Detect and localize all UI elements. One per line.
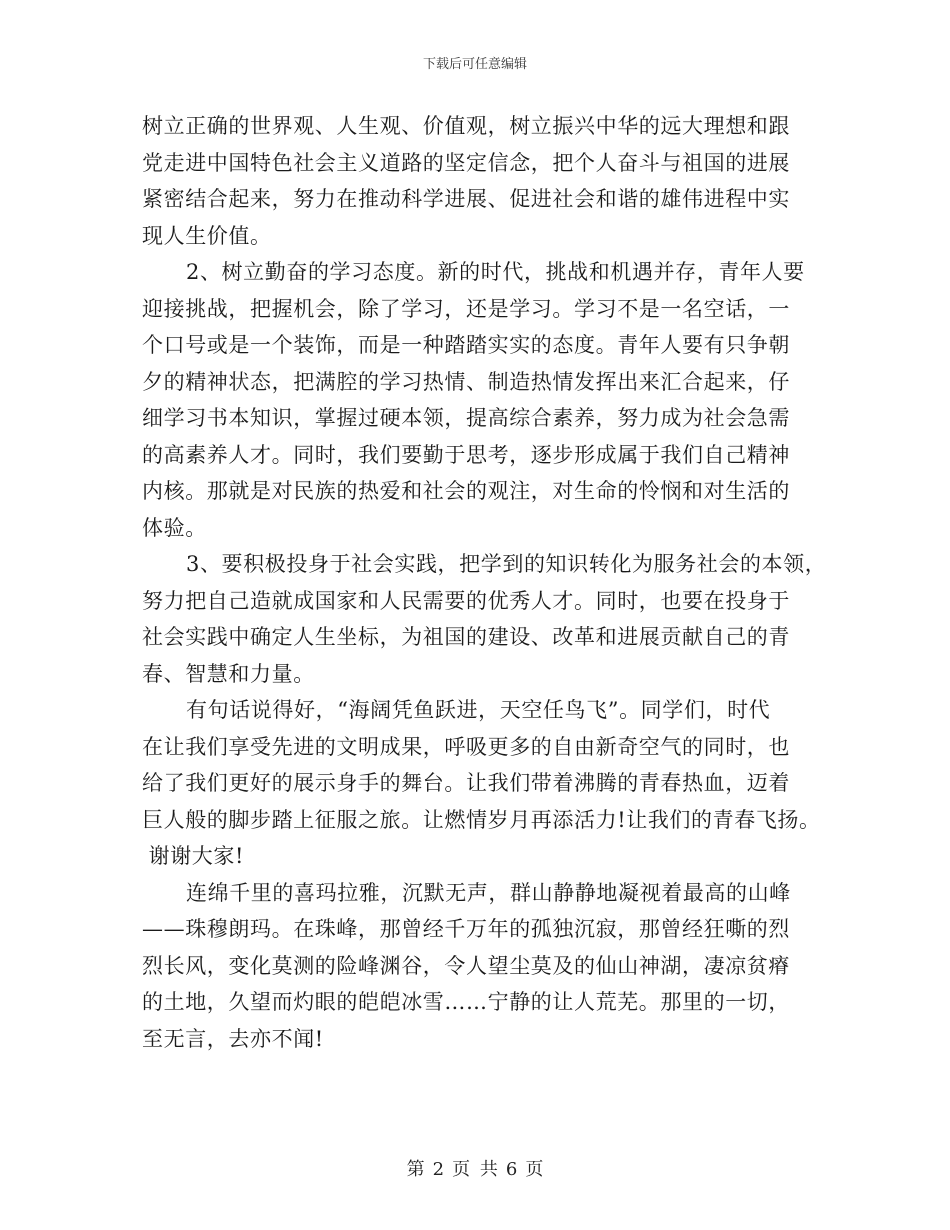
- text-line: 现人生价值。: [142, 223, 272, 248]
- text-line: 3、要积极投身于社会实践，把学到的知识转化为服务社会的本领，: [186, 552, 827, 576]
- text-line: 有句话说得好，“海阔凭鱼跃进，天空任鸟飞”。同学们，时代: [186, 698, 771, 722]
- text-line: 体验。: [142, 515, 207, 540]
- text-line: 谢谢大家!: [148, 844, 245, 868]
- text-line: 2、树立勤奋的学习态度。新的时代，挑战和机遇并存，青年人要: [186, 260, 805, 284]
- text-line: 连绵千里的喜玛拉雅，沉默无声，群山静静地凝视着最高的山峰: [186, 880, 791, 905]
- text-line: 的土地，久望而灼眼的皑皑冰雪……宁静的让人荒芜。那里的一切，: [142, 990, 790, 1014]
- text-line: 党走进中国特色社会主义道路的坚定信念，把个人奋斗与祖国的进展: [142, 150, 790, 175]
- footer-middle: 页 共: [452, 1159, 498, 1180]
- text-line: ——珠穆朗玛。在珠峰，那曾经千万年的孤独沉寂，那曾经狂嘶的烈: [142, 917, 790, 941]
- text-line: 紧密结合起来，努力在推动科学进展、促进社会和谐的雄伟进程中实: [142, 187, 790, 211]
- text-line: 在让我们享受先进的文明成果，呼吸更多的自由新奇空气的同时，也: [142, 734, 790, 759]
- text-line: 细学习书本知识，掌握过硬本领，提高综合素养，努力成为社会急需: [142, 406, 790, 430]
- text-line: 的高素养人才。同时，我们要勤于思考，逐步形成属于我们自己精神: [142, 442, 790, 467]
- footer-page-number: 2: [432, 1159, 445, 1180]
- text-line: 努力把自己造就成国家和人民需要的优秀人才。同时，也要在投身于: [142, 588, 790, 613]
- text-line: 至无言，去亦不闻!: [142, 1026, 324, 1051]
- text-line: 迎接挑战，把握机会，除了学习，还是学习。学习不是一名空话，一: [142, 296, 790, 321]
- page-footer: [0, 1155, 950, 1181]
- footer-suffix: 页: [525, 1159, 544, 1180]
- text-line: 社会实践中确定人生坐标，为祖国的建设、改革和进展贡献自己的青: [142, 625, 790, 649]
- text-line: 树立正确的世界观、人生观、价值观，树立振兴中华的远大理想和跟: [142, 114, 790, 138]
- text-line: 给了我们更好的展示身手的舞台。让我们带着沸腾的青春热血，迈着: [142, 771, 790, 795]
- text-line: 个口号或是一个装饰，而是一种踏踏实实的态度。青年人要有只争朝: [142, 333, 790, 357]
- text-line: 巨人般的脚步踏上征服之旅。让燃情岁月再添活力!让我们的青春飞扬。: [142, 807, 821, 832]
- text-line: 夕的精神状态，把满腔的学习热情、制造热情发挥出来汇合起来，仔: [142, 369, 790, 394]
- text-line: 烈长风，变化莫测的险峰渊谷，令人望尘莫及的仙山神湖，凄凉贫瘠: [142, 953, 790, 978]
- page-header: 下载后可任意编辑: [422, 57, 527, 72]
- footer-prefix: 第: [406, 1159, 425, 1180]
- footer-total-pages: 6: [505, 1159, 518, 1180]
- text-line: 春、智慧和力量。: [142, 661, 315, 686]
- text-line: 内核。那就是对民族的热爱和社会的观注，对生命的怜悯和对生活的: [142, 479, 790, 503]
- document-body: [142, 108, 827, 1057]
